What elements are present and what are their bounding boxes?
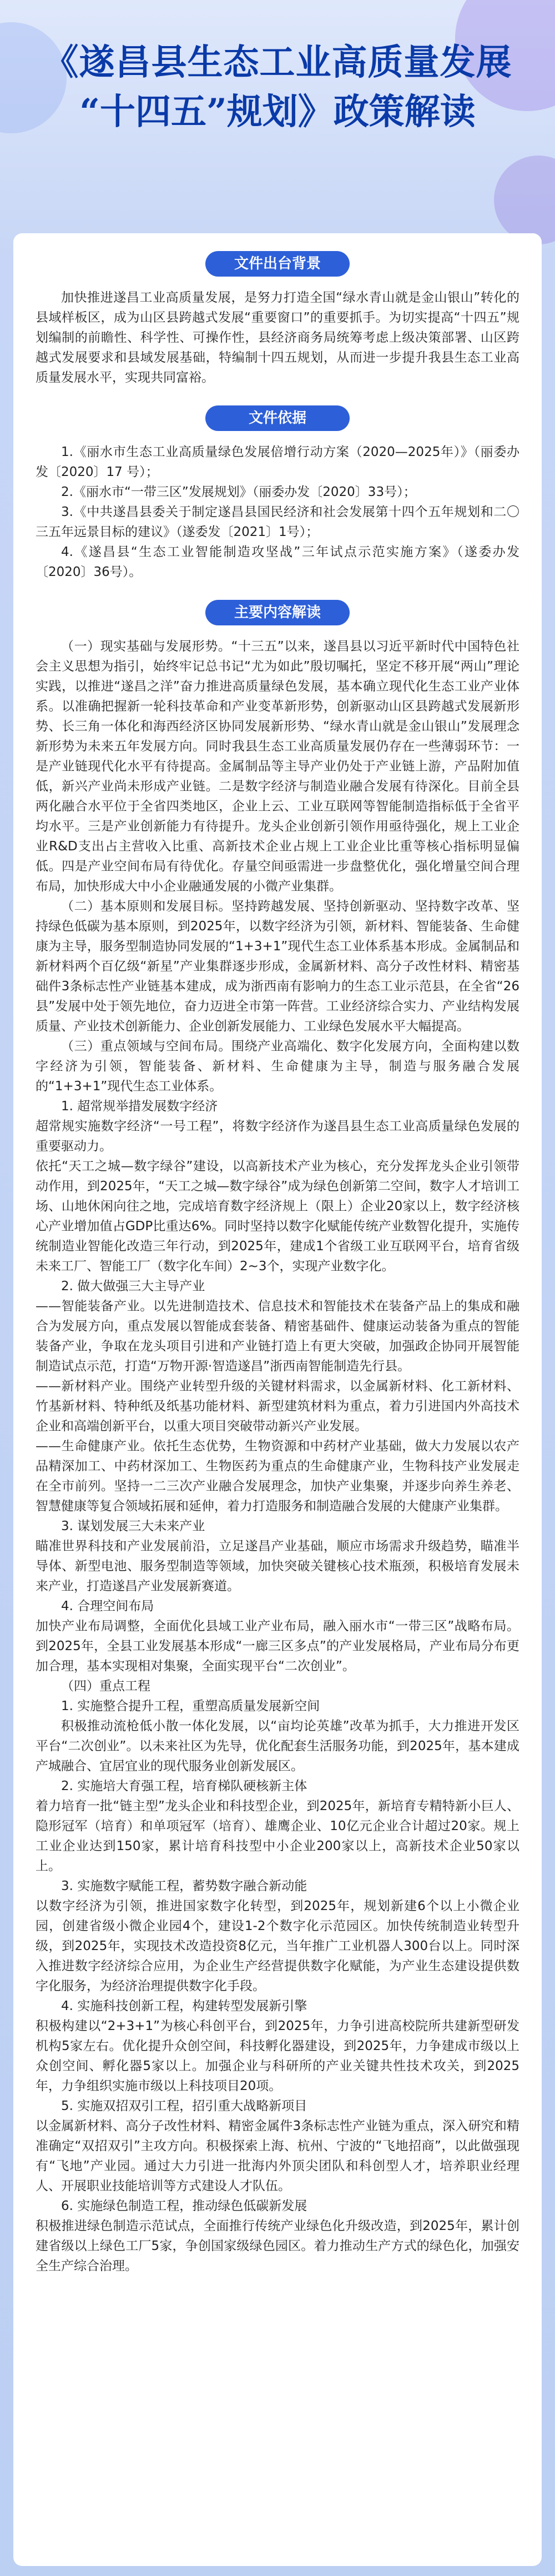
main-paragraph: 瞄准世界科技和产业发展前沿，立足遂昌产业基础，顺应市场需求升级趋势，瞄准半导体、新型电池、服务型制造等领域，加快突破关键核心技术瓶颈，积极培育发展未来产业，打造遂昌产业发展新赛道。 [36,1539,519,1593]
main-paragraph: （四）重点工程 [61,1679,150,1693]
main-paragraph: 超常规实施数字经济“一号工程”，将数字经济作为遂昌县生态工业高质量绿色发展的重要驱动力。 [36,1119,519,1154]
main-paragraph: 4. 合理空间布局 [61,1599,154,1613]
title-line-2: “十四五”规划》政策解读 [79,91,476,133]
main-paragraph: 1. 实施整合提升工程，重塑高质量发展新空间 [61,1699,320,1713]
basis-list [13,442,542,582]
main-paragraph: 积极推动流枪低小散一体化发展，以“亩均论英雄”改革为抓手，大力推进开发区平台“二次创业”。以未来社区为先导，优化配套生活服务功能，到2025年，基本建成产城融合、宜居宜业的现代服务业创新发展区。 [36,1719,519,1773]
main-paragraph: （一）现实基础与发展形势。“十三五”以来，遂昌县以习近平新时代中国特色社会主义思想为指引，始终牢记总书记“尤为如此”殷切嘱托，坚定不移开展“两山”理论实践，以推进“遂昌之洋”奋力推进高质量绿色发展，基本确立现代化生态工业产业体系。以准确把握新一轮科技革命和产业变革新形势，创新驱动山区县跨越式发展新形势、长三角一体化和海西经济区协同发展新形势、“绿水青山就是金山银山”发展理念新形势为未来五年发展方向。同时我县生态工业高质量发展仍存在一些薄弱环节：一是产业链现代化水平有待提高。金属制品等主导产业仍处于产业链上游，产品附加值低，新兴产业尚未形成产业链。二是数字经济与制造业融合发展有待深化。目前全县两化融合水平位于全省四类地区，企业上云、工业互联网等智能制造指标低于全省平均水平。三是产业创新能力有待提升。龙头企业创新引领作用亟待强化，规上工业企业R&D支出占主营收入比重、高新技术企业占规上工业企业比重等核心指标明显偏低。四是产业空间布局有待优化。存量空间亟需进一步盘整优化，强化增量空间合理布局，加快形成大中小企业融通发展的小微产业集群。 [36,639,519,894]
main-paragraph: （二）基本原则和发展目标。坚持跨越发展、坚持创新驱动、坚持数字改革、坚持绿色低碳为基本原则，到2025年，以数字经济为引领，新材料、智能装备、生命健康为主导，服务型制造协同发展的“1+3+1”现代生态工业体系基本形成。金属制品和新材料两个百亿级“新星”产业集群逐步形成，金属新材料、高分子改性材料、精密基础件3条标志性产业链基本建成，成为浙西南有影响力的生态工业示范县，在全省“26县”发展中处于领先地位，奋力迈进全市第一阵营。工业经济综合实力、产业结构发展质量、产业技术创新能力、企业创新发展能力、工业绿色发展水平大幅提高。 [36,899,519,1034]
main-paragraph: 2. 做大做强三大主导产业 [61,1279,205,1294]
main-paragraph: ——生命健康产业。依托生态优势，生物资源和中药材产业基础，做大力发展以农产品精深加工、中药材深加工、生物医药为重点的生命健康产业，生物科技产业发展走在全市前列。坚持一二三次产业融合发展理念，加快产业集聚，并逐步向养生养老、智慧健康等复合领域拓展和延伸，着力打造服务和制造融合发展的大健康产业集群。 [36,1439,519,1513]
decorative-circle [494,156,555,244]
main-paragraph: ——新材料产业。围绕产业转型升级的关键材料需求，以金属新材料、化工新材料、竹基新材料、特种纸及纸基功能材料、新型建筑材料为重点，着力引进国内外高技术企业和高端创新平台，以重大项目突破带动新兴产业发展。 [36,1379,519,1434]
main-paragraph: ——智能装备产业。以先进制造技术、信息技术和智能技术在装备产品上的集成和融合为发展方向，重点发展以智能成套装备、精密基础件、健康运动装备为重点的智能装备产业，争取在龙头项目引进和产业链打造上有更大突破，加强政企协同开展智能制造试点示范，打造“万物开源·智造遂昌”浙西南智能制造先行县。 [36,1299,519,1374]
background-text: 加快推进遂昌工业高质量发展，是努力打造全国“绿水青山就是金山银山”转化的县域样板区，成为山区县跨越式发展“重要窗口”的重要抓手。为切实提高“十四五”规划编制的前瞻性、科学性、可操作性，县经济商务局统筹考虑上级决策部署、山区跨越式发展要求和县域发展基础，特编制十四五规划，从而进一步提升我县生态工业高质量发展水平，实现共同富裕。 [36,290,519,385]
main-paragraph: 3. 谋划发展三大未来产业 [61,1519,205,1533]
content-card [13,233,542,2566]
basis-item: 1.《丽水市生态工业高质量绿色发展倍增行动方案（2020—2025年）》（丽委办发〔2020〕17 号）； [36,445,519,479]
section-heading-main: 主要内容解读 [205,600,350,625]
main-paragraph: 以金属新材料、高分子改性材料、精密金属件3条标志性产业链为重点，深入研究和精准确定“双招双引”主攻方向。积极探索上海、杭州、宁波的“飞地招商”，以此做强现有“飞地”产业园。通过大力引进一批海内外顶尖团队和科创型人才，培养职业经理人、开展职业技能培训等方式建设人才队伍。 [36,2119,519,2193]
main-paragraph: 1. 超常规举措发展数字经济 [61,1099,218,1114]
basis-item: 3.《中共遂昌县委关于制定遂昌县国民经济和社会发展第十四个五年规划和二〇三五年远景目标的建议》（遂委发〔2021〕1号）； [36,505,519,539]
main-paragraph: 积极构建以“2+3+1”为核心科创平台，到2025年，力争引进高校院所共建新型研发机构5家左右。优化提升众创空间，科技孵化器建设，到2025年，力争建成市级以上众创空间、孵化器5家以上。加强企业与科研所的产业关键共性技术攻关，到2025年，力争组织实施市级以上科技项目20项。 [36,2019,519,2093]
main-content [13,637,542,2276]
section-heading-basis: 文件依据 [205,405,350,431]
basis-item: 4.《遂昌县“生态工业智能制造攻坚战”三年试点示范实施方案》（遂委办发〔2020〕36号）。 [36,545,519,579]
main-paragraph: 4. 实施科技创新工程，构建转型发展新引擎 [61,1999,307,2013]
main-paragraph: 2. 实施培大育强工程，培育梯队硬核新主体 [61,1779,307,1793]
basis-item: 2.《丽水市“一带三区”发展规划》（丽委办发〔2020〕33号）； [61,485,416,499]
main-paragraph: 5. 实施双招双引工程，招引重大战略新项目 [61,2099,307,2113]
main-paragraph: 以数字经济为引领，推进国家数字化转型，到2025年，规划新建6个以上小微企业园，创建省级小微企业园4个，建设1-2个数字化示范园区。加快传统制造业转型升级，到2025年，实现技术改造投资8亿元，当年推广工业机器人300台以上。同时深入推进数字经济综合应用，为企业生产经营提供数字化赋能，为产业生态建设提供数字化服务，为经济治理提供数字化手段。 [36,1899,519,1993]
title-line-1: 《遂昌县生态工业高质量发展 [43,42,512,83]
section-heading-background: 文件出台背景 [205,251,350,277]
main-paragraph: 着力培育一批“链主型”龙头企业和科技型企业，到2025年，新培育专精特新小巨人、隐形冠军（培育）和单项冠军（培育）、雄鹰企业、10亿元企业合计超过20家。规上工业企业达到150家，累计培育科技型中小企业200家以上，高新技术企业50家以上。 [36,1799,519,1873]
background-section [13,288,542,388]
main-paragraph: 3. 实施数字赋能工程，蓄势数字融合新动能 [61,1879,307,1893]
main-paragraph: 积极推进绿色制造示范试点，全面推行传统产业绿色化升级改造，到2025年，累计创建省级以上绿色工厂5家，争创国家级绿色园区。着力推动生产方式的绿色化，加强安全生产综合治理。 [36,2219,519,2273]
main-paragraph: 6. 实施绿色制造工程，推动绿色低碳新发展 [61,2199,307,2213]
main-paragraph: 依托“天工之城—数字绿谷”建设，以高新技术产业为核心，充分发挥龙头企业引领带动作用，到2025年，“天工之城—数字绿谷”成为绿色创新第二空间，数字人才培训工场、山地休闲向往之地，完成培育数字经济规上（限上）企业20家以上，数字经济核心产业增加值占GDP比重达6%。同时坚持以数字化赋能传统产业数智化提升，实施传统制造业智能化改造三年行动，到2025年，建成1个省级工业互联网平台，培育省级未来工厂、智能工厂（数字化车间）2~3个，实现产业数字化。 [36,1159,519,1274]
page-title [0,39,555,138]
main-paragraph: 加快产业布局调整，全面优化县域工业产业布局，融入丽水市“一带三区”战略布局。到2025年，全县工业发展基本形成“一廊三区多点”的产业发展格局，产业布局分布更加合理，基本实现相对集聚，全面实现平台“二次创业”。 [36,1619,519,1673]
main-paragraph: （三）重点领域与空间布局。围绕产业高端化、数字化发展方向，全面构建以数字经济为引领，智能装备、新材料、生命健康为主导，制造与服务融合发展的“1+3+1”现代生态工业体系。 [36,1039,519,1094]
